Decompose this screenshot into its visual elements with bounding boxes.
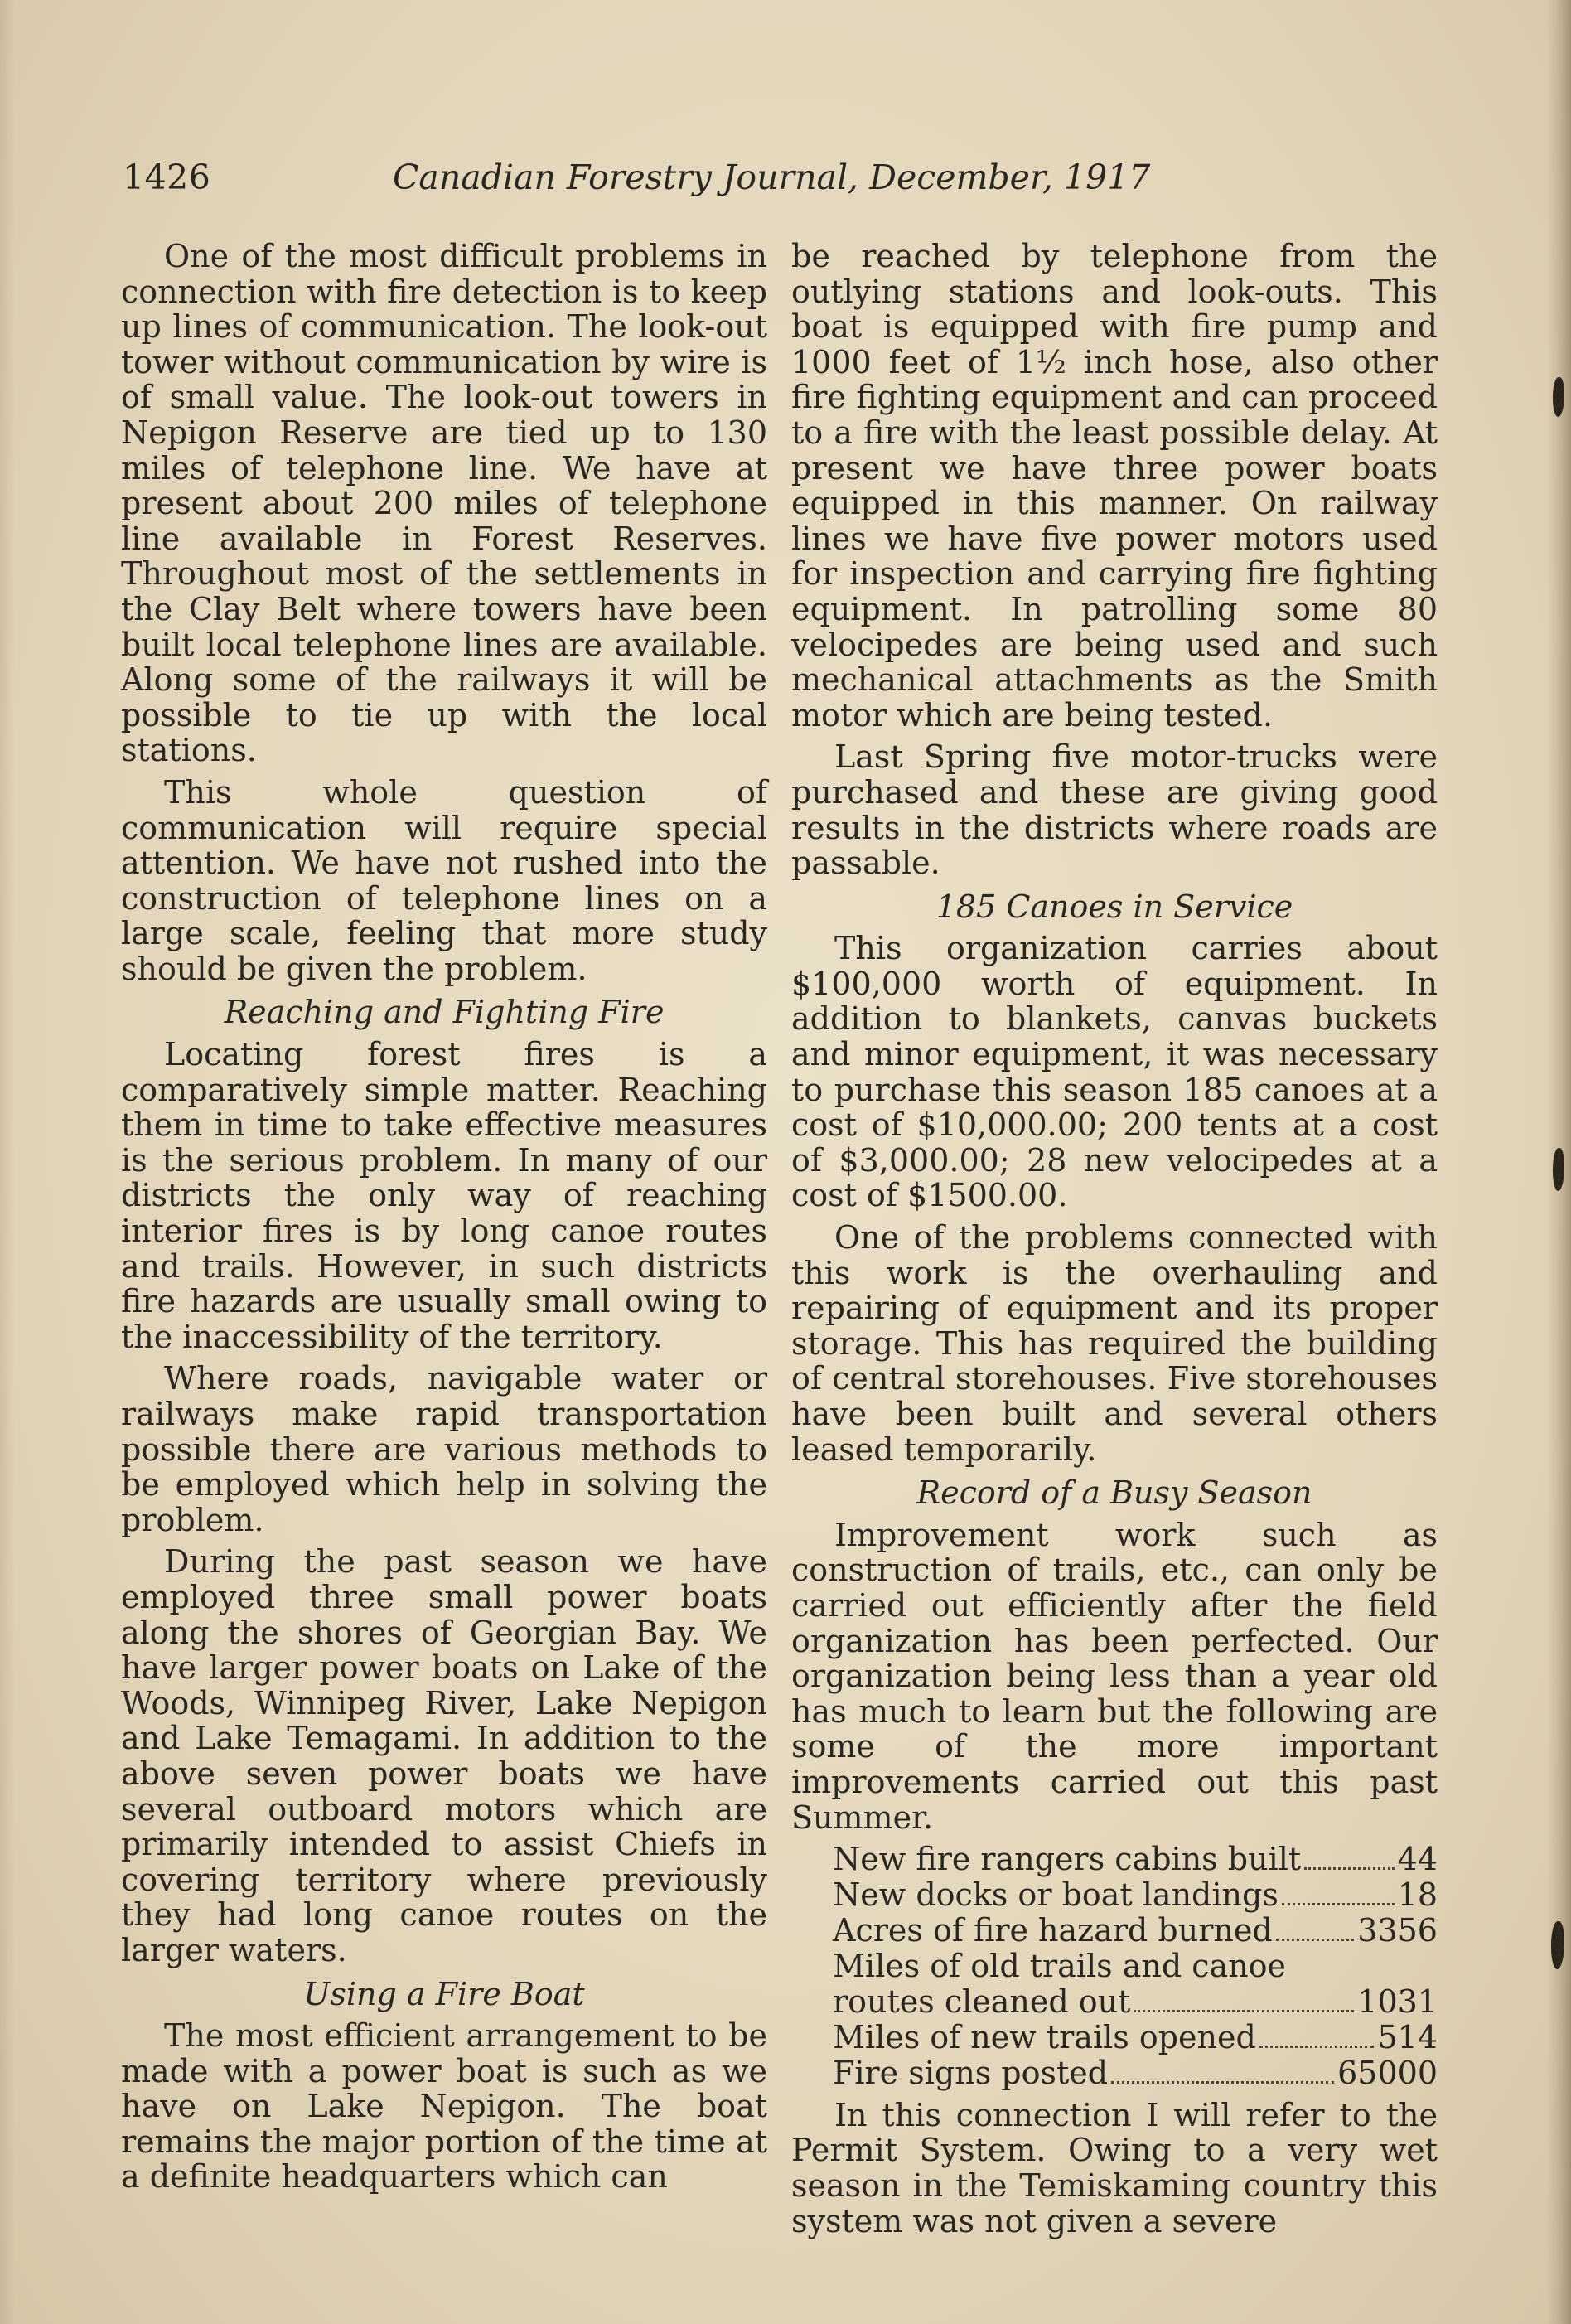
paragraph-continued: be reached by telephone from the outlying stations and look-outs. This boat is equipped with fire pump and 1000 feet of 1½ inch hose, also other fire fighting equipment and can proceed to a fire with the least possible delay. At present we have three power boats equipped in this manner. On railway lines we have five power motors used for inspection and carrying fire fighting equipment. In patrolling some 80 velocipedes are being used and such mechanical attachments as the Smith motor which are being tested.: [791, 238, 1438, 734]
paragraph: Locating forest fires is a comparatively simple matter. Reaching them in time to take effective measures is the serious problem. In many of our districts the only way of reaching interior fires is by long canoe routes and trails. However, in such districts fire hazards are usually small owing to the inaccessibility of the territory.: [121, 1036, 767, 1355]
right-column: [791, 239, 1438, 2245]
list-item: [791, 1913, 1438, 1949]
page-header: [123, 157, 1151, 207]
dot-leader: [1259, 2046, 1375, 2048]
paragraph: This whole question of communication will require special attention. We have not rushed into the construction of telephone lines on a large scale, feeling that more study should be given the problem.: [121, 773, 767, 987]
dot-leader: [1134, 2010, 1354, 2012]
section-heading: Reaching and Fighting Fire: [224, 994, 665, 1031]
item-value: 44: [1397, 1841, 1438, 1878]
item-value: 3356: [1357, 1912, 1438, 1949]
paragraph: Improvement work such as construction of trails, etc., can only be carried out efficiently after the field organization has been perfected. Our organization being less than a year old has much to learn but the following are some of the more important improvements carried out this past Summer.: [791, 1516, 1438, 1836]
dot-leader: [1304, 1867, 1395, 1870]
item-label: Miles of new trails opened: [833, 2018, 1256, 2055]
paragraph: In this connection I will refer to the Permit System. Owing to a very wet season in the Temiskaming country this system was not given a severe: [791, 2096, 1438, 2239]
running-head: Canadian Forestry Journal, December, 1917: [393, 157, 1151, 197]
paragraph: This organization carries about $100,000 worth of equipment. In addition to blankets, canvas buckets and minor equipment, it was necessary to purchase this season 185 canoes at a cost of $10,000.00; 200 tents at a cost of $3,000.00; 28 new velocipedes at a cost of $1500.00.: [791, 930, 1438, 1214]
item-value: 18: [1397, 1876, 1438, 1914]
paragraph: Last Spring five motor-trucks were purchased and these are giving good results in the districts where roads are passable.: [791, 738, 1438, 882]
section-heading: Using a Fire Boat: [303, 1975, 585, 2012]
list-item: [791, 1842, 1438, 1877]
item-value: 514: [1377, 2018, 1438, 2055]
item-label: New docks or boat landings: [833, 1876, 1279, 1914]
dot-leader: [1282, 1903, 1395, 1905]
item-label-line1: Miles of old trails and canoe: [833, 1948, 1287, 1985]
item-label: New fire rangers cabins built: [833, 1841, 1302, 1878]
paragraph: One of the problems connected with this work is the overhauling and repairing of equipment and its proper storage. This has required the building of central storehouses. Five storehouses have been built and several others leased temporarily.: [791, 1219, 1438, 1468]
paragraph: The most efficient arrangement to be made with a power boat is such as we have on Lake Nepigon. The boat remains the major portion of the time at a definite headquarters which can: [121, 2017, 767, 2196]
section-heading: Record of a Busy Season: [916, 1474, 1312, 1512]
left-column: [121, 239, 767, 2201]
list-item: [791, 2055, 1438, 2091]
dot-leader: [1111, 2081, 1334, 2084]
list-item: [791, 1984, 1438, 2020]
item-value: 65000: [1337, 2054, 1438, 2091]
paragraph: During the past season we have employed three small power boats along the shores of Georgian Bay. We have larger power boats on Lake of the Woods, Winnipeg River, Lake Nepigon and Lake Temagami. In addition to the above seven power boats we have several outboard motors which are primarily intended to assist Chiefs in covering territory where previously they had long canoe routes on the larger waters.: [121, 1543, 767, 1968]
item-value: 1031: [1357, 1983, 1438, 2020]
item-label: Acres of fire hazard burned: [833, 1912, 1273, 1949]
list-item-line1: [791, 1949, 1438, 1984]
item-label: Fire signs posted: [833, 2054, 1109, 2091]
dot-leader: [1276, 1939, 1355, 1941]
improvements-list: [791, 1842, 1438, 2091]
list-item: [791, 2020, 1438, 2055]
section-heading: 185 Canoes in Service: [935, 888, 1293, 925]
item-label: routes cleaned out: [833, 1983, 1131, 2020]
paragraph: Where roads, navigable water or railways make rapid transportation possible there are various methods to be employed which help in solving the problem.: [121, 1360, 767, 1538]
page-edge-shadow-left: [0, 0, 15, 2324]
page-number: 1426: [123, 157, 211, 197]
paragraph: One of the most difficult problems in connection with fire detection is to keep up lines of communication. The look-out tower without communication by wire is of small value. The look-out towers in Nepigon Reserve are tied up to 130 miles of telephone line. We have at present about 200 miles of telephone line available in Forest Reserves. Throughout most of the settlements in the Clay Belt where towers have been built local telephone lines are available. Along some of the railways it will be possible to tie up with the local stations.: [121, 238, 767, 769]
list-item: [791, 1877, 1438, 1913]
